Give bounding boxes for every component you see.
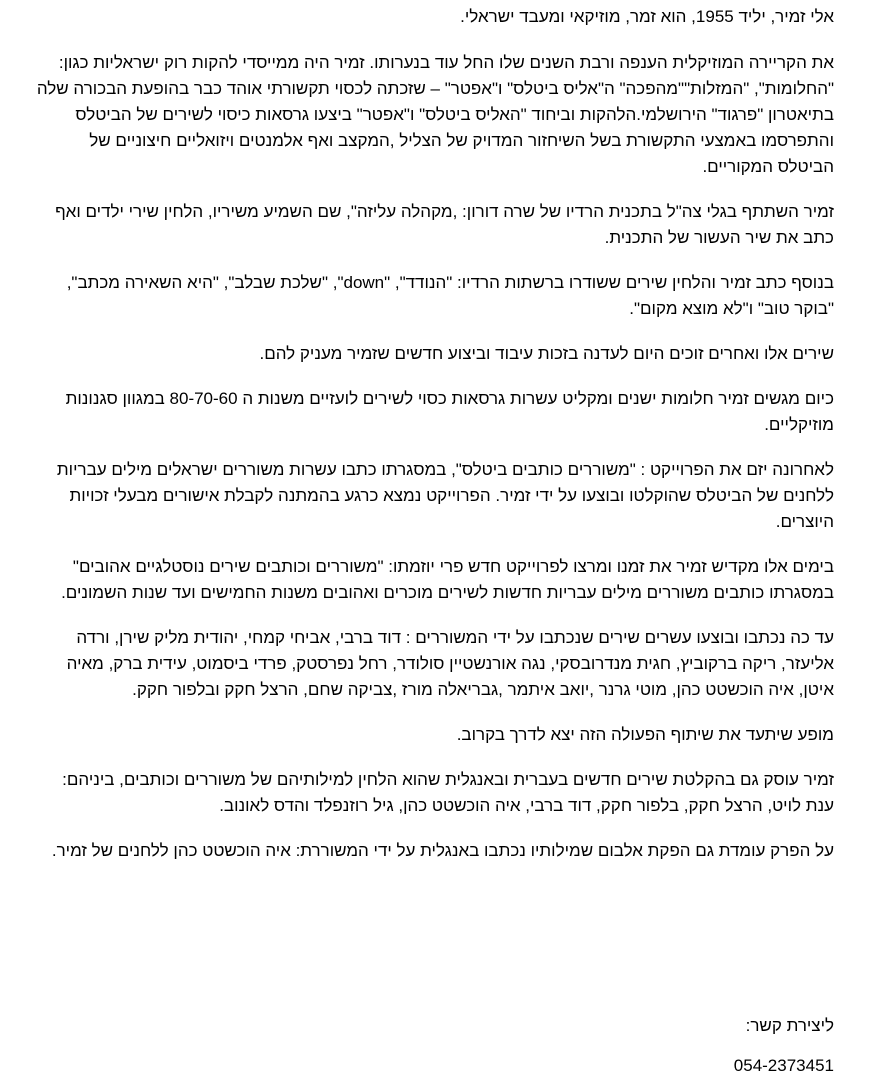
paragraph-new-recordings: זמיר עוסק גם בהקלטת שירים חדשים בעברית ובאנגלית שהוא הלחין למילותיהם של משוררים וכותבים, ביניהם: ענת לויט, הרצל חקק, בלפור חקק, דוד ברבי, איה הוכשטט כהן, גיל רוזנפלד והדס לאונוב. bbox=[62, 770, 834, 815]
paragraph-show: מופע שיתעד את שיתוף הפעולה הזה יצא לדרך בקרוב. bbox=[456, 725, 834, 744]
paragraph-covers: כיום מגשים זמיר חלומות ישנים ומקליט עשרות גרסאות כסוי לשירים לועזיים משנות ה 80-70-60 במגוון סגנונות מוזיקליים. bbox=[65, 389, 834, 434]
paragraph-nostalgia-project: בימים אלו מקדיש זמיר את זמנו ומרצו לפרוייקט חדש פרי יוזמתו: "משוררים וכותבים שירים נוסטלגיים אהובים" במסגרתו כותבים משוררים מילים עבריות חדשות לשירים מוכרים ואהובים משנות החמישים ועד שנות השמונים. bbox=[61, 557, 834, 602]
contact-label: ליצירת קשר: bbox=[745, 1016, 834, 1035]
contact-section bbox=[534, 1013, 834, 1079]
paragraph-songs: בנוסף כתב זמיר והלחין שירים ששודרו ברשתות הרדיו: "הנודד", "down", "שלכת שבלב", "היא השאירה מכתב", "בוקר טוב" ו"לא מוצא מקום". bbox=[66, 273, 834, 318]
paragraph-career: את הקריירה המוזיקלית הענפה ורבת השנים שלו החל עוד בנערותו. זמיר היה ממייסדי להקות רוק ישראליות כגון: "החלומות", "המזלות""מהפכה" ה"אליס ביטלס" ו"אפטר" – שזכתה לכסוי תקשורתי אוהד כבר בהופעת הבכורה שלה בתיאטרון "פרגוד" הירושלמי.הלהקות וביחוד "האליס ביטלס" ו"אפטר" ביצעו גרסאות כיסוי לשירים של הביטלס והתפרסמו באמצעי התקשורת בשל השיחזור המדויק של הצליל ,המקצב ואף אלמנטים ויזואליים חיצוניים של הביטלס המקוריים. bbox=[36, 53, 834, 176]
document-body bbox=[34, 4, 834, 883]
paragraph-poets-list: עד כה נכתבו ובוצעו עשרים שירים שנכתבו על ידי המשוררים : דוד ברבי, אביחי קמחי, יהודית מליק שירן, ורדה אליעזר, ריקה ברקוביץ, חגית מנדרובסקי, נגה אורנשטיין סולודר, רחל נפרסטק, פרדי ביסמוט, עידית ברק, מאיה איטן, איה הוכשטט כהן, מוטי גרנר ,יואב איתמר ,גבריאלה מורז ,צביקה שחם, הרצל חקק ובלפור חקק. bbox=[66, 628, 834, 699]
paragraph-intro: אלי זמיר, יליד 1955, הוא זמר, מוזיקאי ומעבד ישראלי. bbox=[460, 7, 834, 26]
contact-phone: 054-2373451 bbox=[733, 1056, 834, 1075]
paragraph-revival: שירים אלו ואחרים זוכים היום לעדנה בזכות עיבוד וביצוע חדשים שזמיר מעניק להם. bbox=[259, 344, 834, 363]
paragraph-beatles-project: לאחרונה יזם את הפרוייקט : "משוררים כותבים ביטלס", במסגרתו כתבו עשרות משוררים ישראלים מילים עבריות ללחנים של הביטלס שהוקלטו ובוצעו על ידי זמיר. הפרוייקט נמצא כרגע בהמתנה לקבלת אישורים מבעלי זכויות היוצרים. bbox=[56, 460, 834, 531]
paragraph-album: על הפרק עומדת גם הפקת אלבום שמילותיו נכתבו באנגלית על ידי המשוררת: איה הוכשטט כהן ללחנים של זמיר. bbox=[51, 841, 834, 860]
paragraph-radio: זמיר השתתף בגלי צה"ל בתכנית הרדיו של שרה דורון: ,מקהלה עליזה", שם השמיע משיריו, הלחין שירי ילדים ואף כתב את שיר העשור של התכנית. bbox=[55, 202, 834, 247]
